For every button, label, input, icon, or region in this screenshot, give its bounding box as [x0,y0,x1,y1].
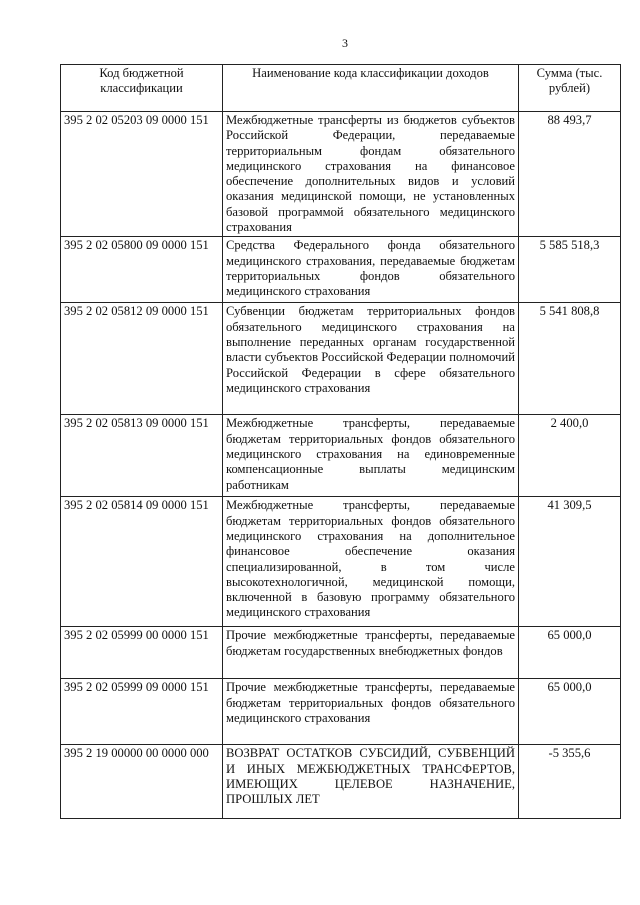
table-row [61,237,621,303]
table-header-row [61,65,621,112]
header-code: Код бюджетной классификации [61,65,223,112]
page-number: 3 [342,36,348,50]
row-sum: 5 585 518,3 [519,237,621,303]
row-sum: 88 493,7 [519,112,621,237]
table-row [61,497,621,627]
table-row [61,679,621,745]
revenue-classification-table [60,64,621,819]
header-name: Наименование кода классификации доходов [223,65,519,112]
row-code: 395 2 02 05800 09 0000 151 [61,237,223,303]
row-name: Прочие межбюджетные трансферты, передаваемые бюджетам территориальных фондов обязательного медицинского страхования [223,679,519,745]
row-name: Межбюджетные трансферты, передаваемые бюджетам территориальных фондов обязательного медицинского страхования на единовременные компенсационные выплаты медицинским работникам [223,415,519,497]
row-sum: 2 400,0 [519,415,621,497]
table-row [61,627,621,679]
row-code: 395 2 19 00000 00 0000 000 [61,745,223,819]
header-sum: Сумма (тыс. рублей) [519,65,621,112]
table-row [61,745,621,819]
table-row [61,112,621,237]
row-code: 395 2 02 05203 09 0000 151 [61,112,223,237]
row-sum: -5 355,6 [519,745,621,819]
table-row [61,415,621,497]
row-code: 395 2 02 05999 00 0000 151 [61,627,223,679]
row-sum: 5 541 808,8 [519,303,621,415]
row-code: 395 2 02 05813 09 0000 151 [61,415,223,497]
row-sum: 65 000,0 [519,679,621,745]
table-row [61,303,621,415]
row-name: Средства Федерального фонда обязательного медицинского страхования, передаваемые бюджетам территориальных фондов обязательного медицинского страхования [223,237,519,303]
row-name: Межбюджетные трансферты, передаваемые бюджетам территориальных фондов обязательного медицинского страхования на дополнительное финансовое обеспечение оказания специализированной, в том числе высокотехнологичной, медицинской помощи, включенной в базовую программу обязательного медицинского страхования [223,497,519,627]
row-code: 395 2 02 05812 09 0000 151 [61,303,223,415]
row-sum: 65 000,0 [519,627,621,679]
row-code: 395 2 02 05999 09 0000 151 [61,679,223,745]
row-name: Прочие межбюджетные трансферты, передаваемые бюджетам государственных внебюджетных фондов [223,627,519,679]
row-sum: 41 309,5 [519,497,621,627]
row-code: 395 2 02 05814 09 0000 151 [61,497,223,627]
row-name: ВОЗВРАТ ОСТАТКОВ СУБСИДИЙ, СУБВЕНЦИЙ И ИНЫХ МЕЖБЮДЖЕТНЫХ ТРАНСФЕРТОВ, ИМЕЮЩИХ ЦЕЛЕВОЕ НАЗНАЧЕНИЕ, ПРОШЛЫХ ЛЕТ [223,745,519,819]
row-name: Субвенции бюджетам территориальных фондов обязательного медицинского страхования на выполнение переданных органам государственной власти субъектов Российской Федерации полномочий Российской Федерации в сфере обязательного медицинского страхования [223,303,519,415]
row-name: Межбюджетные трансферты из бюджетов субъектов Российской Федерации, передаваемые территориальным фондам обязательного медицинского страхования на финансовое обеспечение дополнительных видов и условий оказания медицинской помощи, не установленных базовой программой обязательного медицинского страхования [223,112,519,237]
